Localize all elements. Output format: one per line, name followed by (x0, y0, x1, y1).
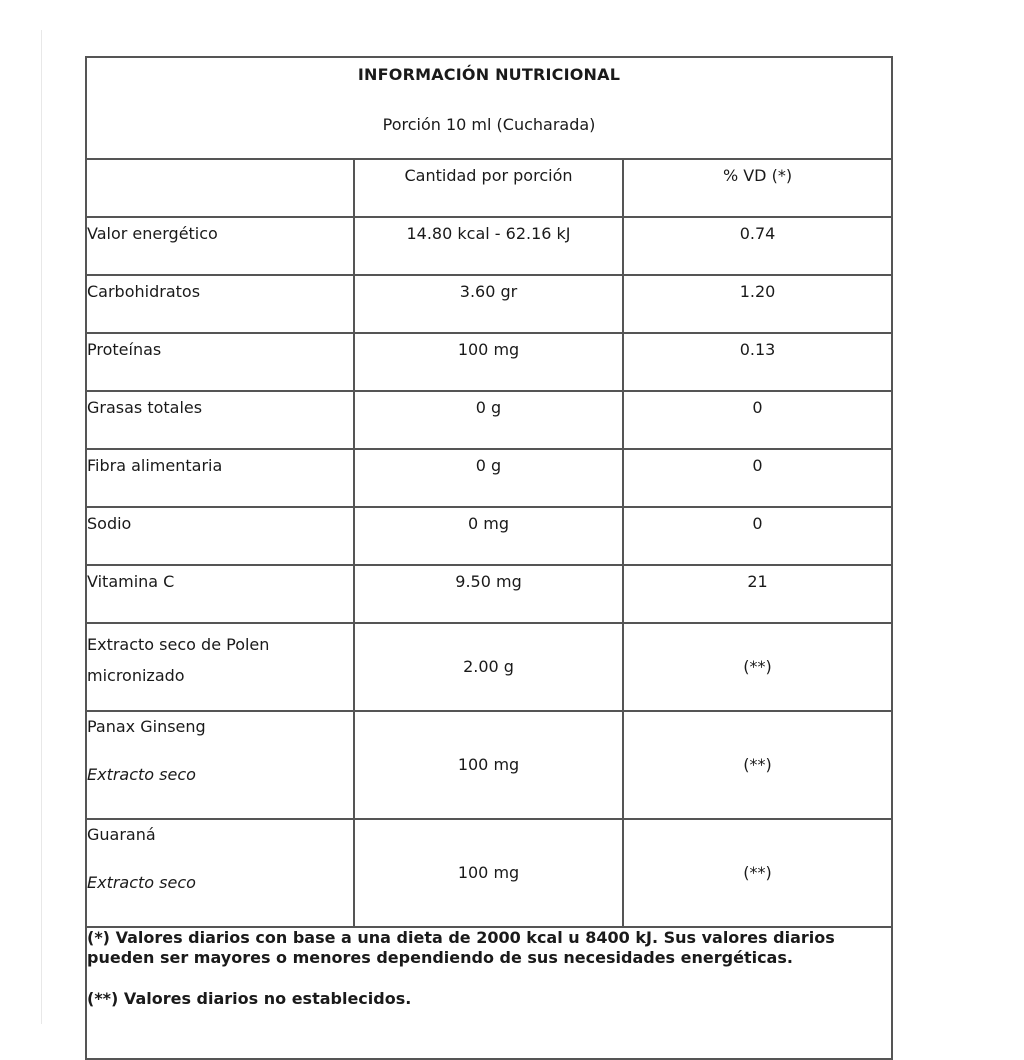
table-row (86, 711, 892, 819)
nutrient-amount: 14.80 kcal - 62.16 kJ (354, 217, 623, 275)
nutrient-vd: (**) (623, 711, 892, 819)
column-header-row (86, 159, 892, 217)
nutrient-name: Sodio (86, 507, 354, 565)
portion-size: Porción 10 ml (Cucharada) (382, 115, 596, 134)
table-row (86, 333, 892, 391)
table-title: INFORMACIÓN NUTRICIONAL (357, 65, 621, 84)
footnote-row (86, 927, 892, 1059)
column-header-empty (86, 159, 354, 217)
table-row (86, 819, 892, 927)
footnote-daily-values: (*) Valores diarios con base a una dieta de 2000 kcal u 8400 kJ. Sus valores diarios pueden ser mayores o menores dependiendo de sus necesidades energéticas. (87, 928, 835, 967)
table-row (86, 565, 892, 623)
nutrient-name: Carbohidratos (86, 275, 354, 333)
table-row (86, 623, 892, 711)
page-left-border (41, 30, 42, 1024)
nutrient-amount: 100 mg (354, 711, 623, 819)
table-header-row (86, 57, 892, 159)
nutrient-amount: 2.00 g (354, 623, 623, 711)
nutrient-name: Valor energético (86, 217, 354, 275)
table-row (86, 507, 892, 565)
table-row (86, 449, 892, 507)
nutrient-vd: (**) (623, 623, 892, 711)
footnote-not-established: (**) Valores diarios no establecidos. (87, 989, 412, 1008)
table-row (86, 217, 892, 275)
nutrient-name: Guaraná (87, 825, 156, 844)
nutrient-subtitle: Extracto seco (87, 873, 196, 892)
nutrient-name: Grasas totales (86, 391, 354, 449)
nutrient-name: Fibra alimentaria (86, 449, 354, 507)
column-header-vd: % VD (*) (623, 159, 892, 217)
nutrient-vd: 0.74 (623, 217, 892, 275)
nutrient-name: Proteínas (86, 333, 354, 391)
nutrient-vd: 0.13 (623, 333, 892, 391)
footnote-cell (86, 927, 892, 1059)
nutrient-name-cell (86, 711, 354, 819)
nutrient-amount: 3.60 gr (354, 275, 623, 333)
nutrient-amount: 0 g (354, 391, 623, 449)
nutrient-vd: 0 (623, 449, 892, 507)
nutrient-vd: 1.20 (623, 275, 892, 333)
nutrient-vd: (**) (623, 819, 892, 927)
nutrient-amount: 0 g (354, 449, 623, 507)
nutrient-name: Panax Ginseng (87, 717, 206, 736)
table-row (86, 391, 892, 449)
nutrient-vd: 0 (623, 507, 892, 565)
nutrient-subtitle: Extracto seco (87, 765, 196, 784)
table-header-cell (86, 57, 892, 159)
nutrient-name: Extracto seco de Polen micronizado (86, 623, 354, 711)
nutrition-table (85, 56, 893, 1060)
nutrient-name-cell (86, 819, 354, 927)
column-header-amount: Cantidad por porción (354, 159, 623, 217)
nutrient-vd: 0 (623, 391, 892, 449)
nutrient-amount: 0 mg (354, 507, 623, 565)
nutrient-amount: 100 mg (354, 819, 623, 927)
nutrient-amount: 9.50 mg (354, 565, 623, 623)
nutrient-vd: 21 (623, 565, 892, 623)
nutrient-name: Vitamina C (86, 565, 354, 623)
nutrient-amount: 100 mg (354, 333, 623, 391)
table-row (86, 275, 892, 333)
